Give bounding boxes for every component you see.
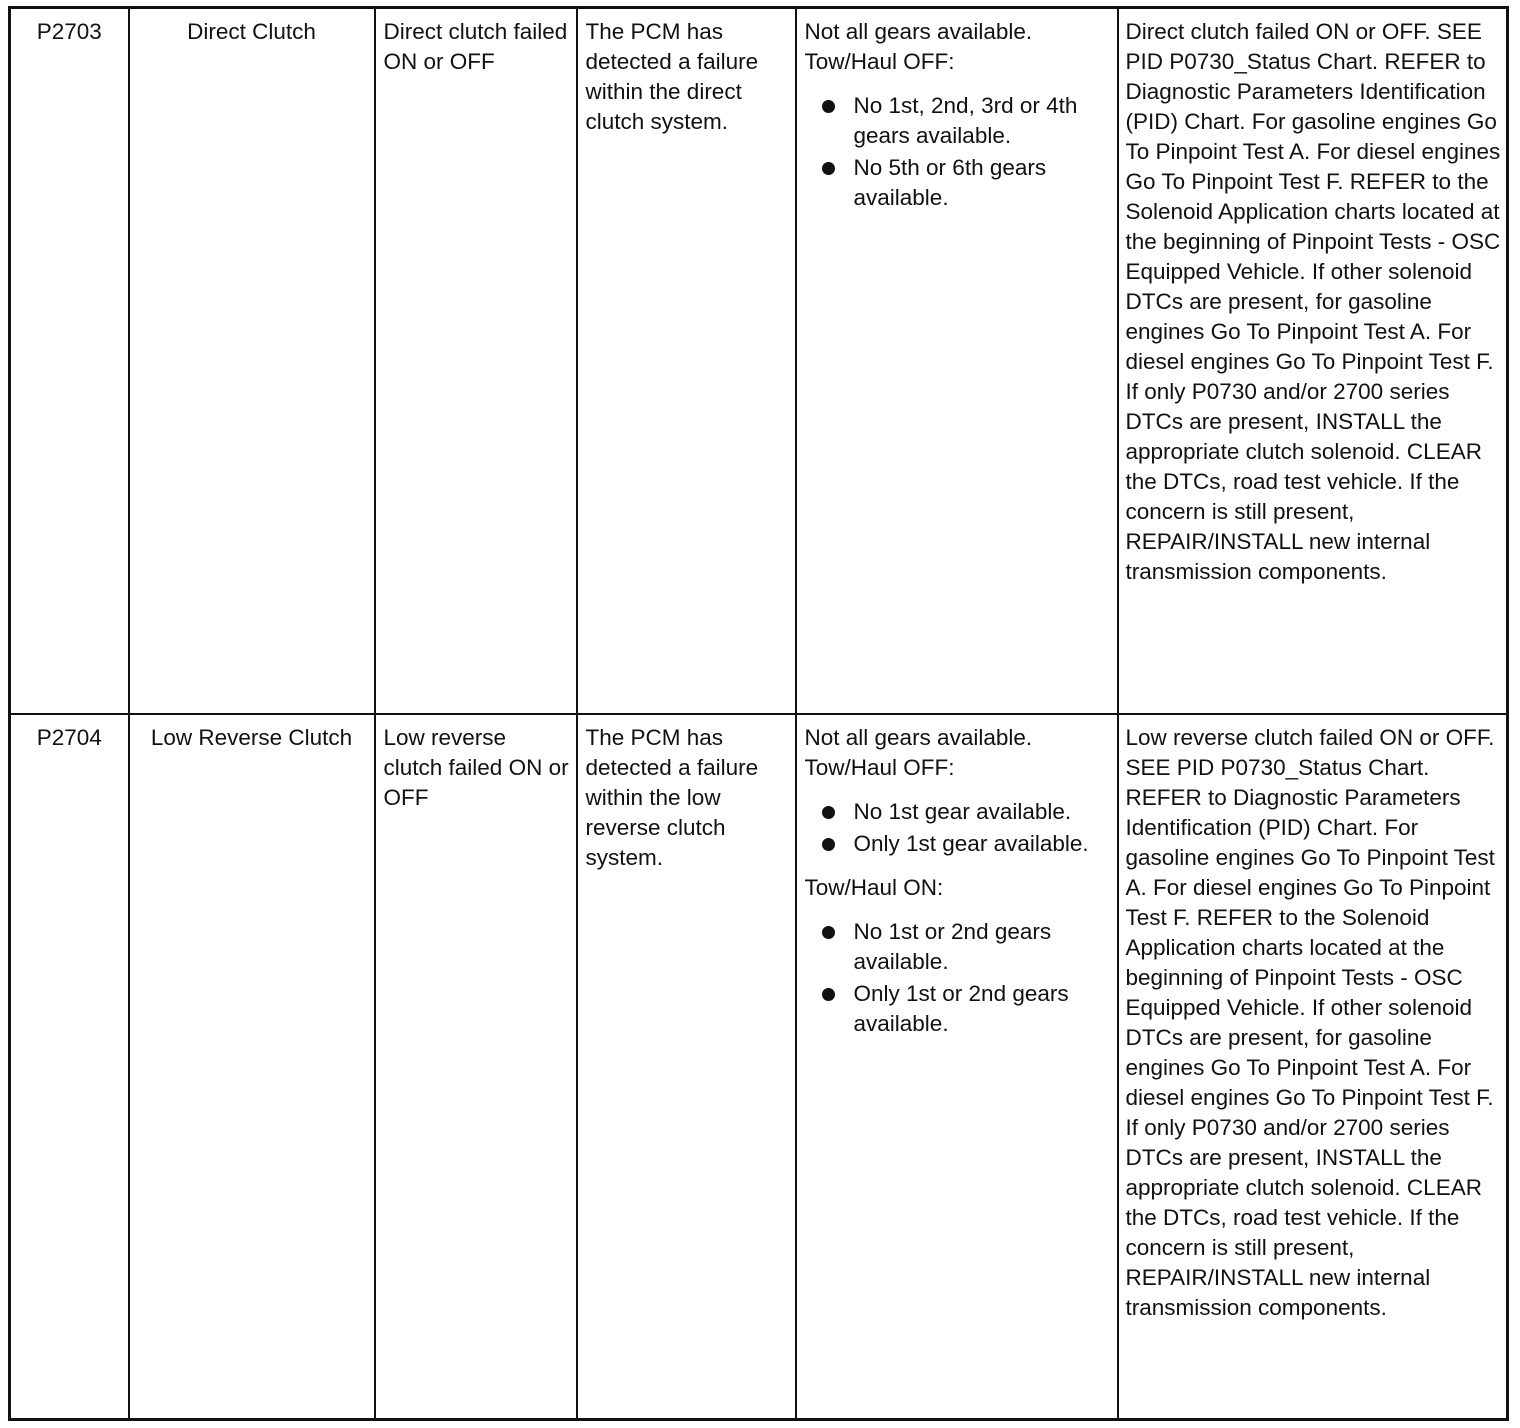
dtc-code-cell <box>10 714 129 1420</box>
table-row <box>10 714 1508 1420</box>
symptom-list <box>805 917 1111 1039</box>
action-text: Low reverse clutch failed ON or OFF. SEE PID P0730_Status Chart. REFER to Diagnostic Parameters Identification (PID) Chart. For gasoline engines Go To Pinpoint Test A. For diesel engines Go To Pinpoint Test F. REFER to the Solenoid Application charts located at the beginning of Pinpoint Tests - OSC Equipped Vehicle. If other solenoid DTCs are present, for gasoline engines Go To Pinpoint Test A. For diesel engines Go To Pinpoint Test F. If only P0730 and/or 2700 series DTCs are present, INSTALL the appropriate clutch solenoid. CLEAR the DTCs, road test vehicle. If the concern is still present, REPAIR/INSTALL new internal transmission components. <box>1125 724 1495 1320</box>
list-item <box>805 917 1111 977</box>
symptom-item: No 1st, 2nd, 3rd or 4th gears available. <box>853 93 1078 148</box>
action-cell <box>1118 8 1508 714</box>
symptom-intro: Not all gears available. <box>804 19 1033 44</box>
symptom-item: Only 1st gear available. <box>853 830 1089 856</box>
bullet-icon <box>822 926 835 939</box>
bullet-icon <box>822 838 835 851</box>
condition-cell <box>577 8 796 714</box>
table-row <box>10 8 1508 714</box>
condition-text: The PCM has detected a failure within the direct clutch system. <box>585 19 759 134</box>
component-cell <box>129 714 375 1420</box>
dtc-description: Low reverse clutch failed ON or OFF <box>383 724 569 810</box>
description-cell <box>375 8 577 714</box>
symptom-intro: Not all gears available. <box>804 724 1033 750</box>
symptom-item: No 1st or 2nd gears available. <box>853 918 1052 974</box>
bullet-icon <box>822 806 835 819</box>
symptom-list <box>805 797 1111 859</box>
list-item <box>805 829 1111 859</box>
dtc-code: P2703 <box>36 19 102 44</box>
bullet-icon <box>822 162 835 175</box>
list-item <box>805 979 1111 1039</box>
bullet-icon <box>822 988 835 1001</box>
list-item <box>805 797 1111 827</box>
symptom-group-label: Tow/Haul ON: <box>804 874 944 900</box>
symptom-group-label: Tow/Haul OFF: <box>804 754 955 780</box>
dtc-code: P2704 <box>36 724 102 750</box>
condition-cell <box>577 714 796 1420</box>
component-name: Direct Clutch <box>187 19 316 44</box>
component-cell <box>129 8 375 714</box>
dtc-table <box>8 6 1509 1421</box>
symptom-list <box>805 91 1111 213</box>
symptom-item: Only 1st or 2nd gears available. <box>853 980 1069 1036</box>
symptom-cell <box>796 8 1118 714</box>
list-item <box>805 91 1111 151</box>
action-text: Direct clutch failed ON or OFF. SEE PID P0730_Status Chart. REFER to Diagnostic Parameters Identification (PID) Chart. For gasoline engines Go To Pinpoint Test A. For diesel engines Go To Pinpoint Test F. REFER to the Solenoid Application charts located at the beginning of Pinpoint Tests - OSC Equipped Vehicle. If other solenoid DTCs are present, for gasoline engines Go To Pinpoint Test A. For diesel engines Go To Pinpoint Test F. If only P0730 and/or 2700 series DTCs are present, INSTALL the appropriate clutch solenoid. CLEAR the DTCs, road test vehicle. If the concern is still present, REPAIR/INSTALL new internal transmission components. <box>1125 19 1501 584</box>
description-cell <box>375 714 577 1420</box>
dtc-code-cell <box>10 8 129 714</box>
action-cell <box>1118 714 1508 1420</box>
symptom-group-label: Tow/Haul OFF: <box>804 49 955 74</box>
dtc-description: Direct clutch failed ON or OFF <box>383 19 568 74</box>
component-name: Low Reverse Clutch <box>150 724 353 750</box>
symptom-item: No 1st gear available. <box>853 798 1072 824</box>
condition-text: The PCM has detected a failure within the low reverse clutch system. <box>585 724 759 870</box>
symptom-item: No 5th or 6th gears available. <box>853 155 1047 210</box>
bullet-icon <box>822 100 835 113</box>
symptom-cell <box>796 714 1118 1420</box>
list-item <box>805 153 1111 213</box>
